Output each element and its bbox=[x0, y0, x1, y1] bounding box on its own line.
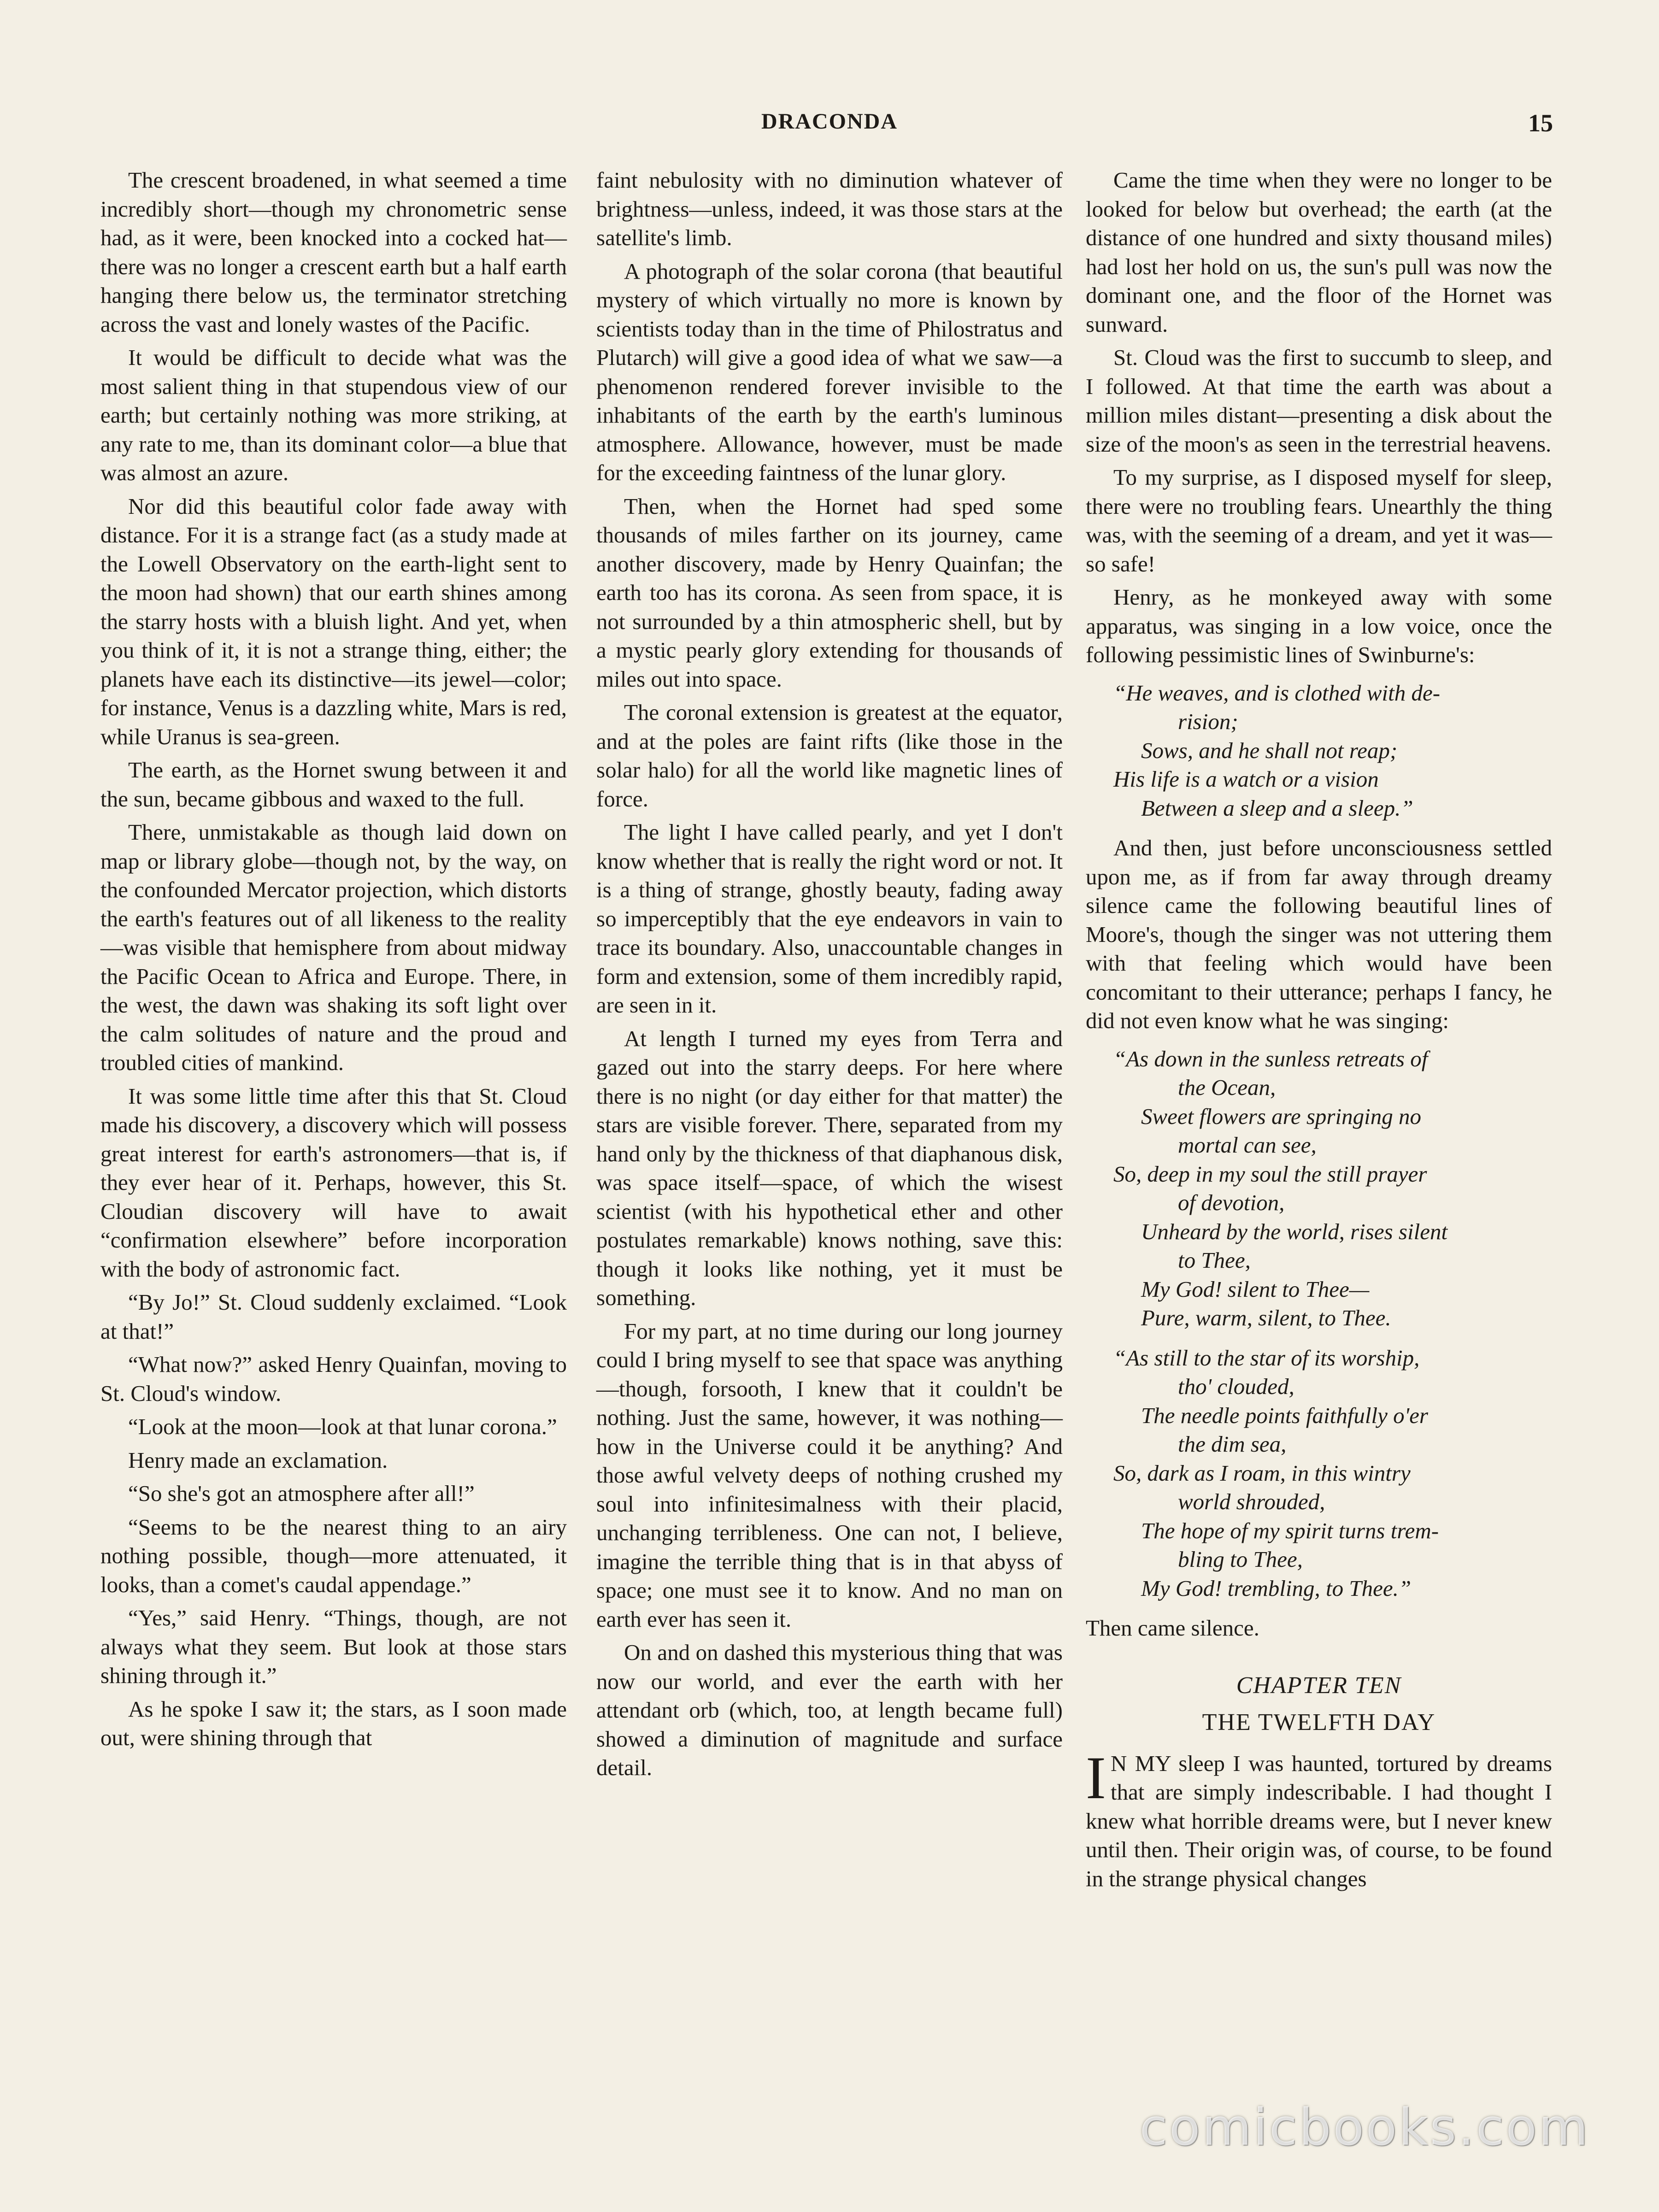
poem-line: “He weaves, and is clothed with de- bbox=[1113, 680, 1441, 706]
text-column-1 bbox=[100, 166, 567, 1757]
poem-line: to Thee, bbox=[1178, 1247, 1251, 1273]
poem-line: the dim sea, bbox=[1178, 1431, 1287, 1457]
chapter-heading: CHAPTER TEN bbox=[1236, 1672, 1402, 1699]
paragraph: Henry, as he monkeyed away with some apparatus, was singing in a low voice, once the following pessimistic lines of Swinburne's: bbox=[1086, 584, 1552, 667]
paragraph: As he spoke I saw it; the stars, as I soon made out, were shining through that bbox=[100, 1696, 567, 1750]
paragraph: faint nebulosity with no diminution whatever of brightness—unless, indeed, it was those stars at the satellite's limb. bbox=[596, 167, 1063, 250]
paragraph: “By Jo!” St. Cloud suddenly exclaimed. “Look at that!” bbox=[100, 1289, 567, 1344]
page-number: 15 bbox=[1528, 109, 1553, 137]
poem-line: Sweet flowers are springing no bbox=[1141, 1103, 1421, 1129]
paragraph: “Yes,” said Henry. “Things, though, are not always what they seem. But look at those stars shining through it.” bbox=[100, 1605, 567, 1688]
poem-quote bbox=[1086, 679, 1552, 823]
poem-line: rision; bbox=[1178, 709, 1238, 734]
paragraph: On and on dashed this mysterious thing that was now our world, and ever the earth with her attendant orb (which, too, at length became full) showed a diminution of magnitude and surface detail. bbox=[596, 1640, 1063, 1780]
poem-line: His life is a watch or a vision bbox=[1113, 766, 1379, 792]
drop-cap: I bbox=[1086, 1743, 1106, 1812]
chapter-title: THE TWELFTH DAY bbox=[1202, 1709, 1436, 1735]
paragraph: And then, just before unconsciousness settled upon me, as if from far away through dreamy silence came the following beautiful lines of Moore's, though the singer was not uttering them with that feeling which would have been concomitant to their utterance; perhaps I fancy, he did not even know what he was singing: bbox=[1086, 835, 1552, 1033]
paragraph: The earth, as the Hornet swung between it and the sun, became gibbous and waxed to the full. bbox=[100, 757, 567, 812]
poem-line: bling to Thee, bbox=[1178, 1547, 1303, 1572]
poem-line: Pure, warm, silent, to Thee. bbox=[1141, 1305, 1391, 1330]
paragraph: Nor did this beautiful color fade away with distance. For it is a strange fact (as a study made at the Lowell Observatory on the earth-light sent to the moon had shown) that our earth shines among the starry hosts with a bluish light. And yet, when you think of it, it is not a strange thing, either; the planets have each its distinctive—its jewel—color; for instance, Venus is a dazzling white, Mars is red, while Uranus is sea-green. bbox=[100, 493, 567, 749]
poem-line: My God! trembling, to Thee.” bbox=[1141, 1575, 1412, 1601]
poem-line: mortal can see, bbox=[1178, 1132, 1317, 1158]
poem-line: So, dark as I roam, in this wintry bbox=[1113, 1460, 1411, 1486]
poem-line: the Ocean, bbox=[1178, 1075, 1276, 1100]
paragraph: The crescent broadened, in what seemed a time incredibly short—though my chronometric sense had, as it were, been knocked into a cocked hat—there was no longer a crescent earth but a half earth hanging there below us, the terminator stretching across the vast and lonely wastes of the Pacific. bbox=[100, 167, 567, 337]
paragraph: Henry made an exclamation. bbox=[128, 1447, 388, 1473]
text-column-3 bbox=[1086, 166, 1552, 1898]
paragraph: Then, when the Hornet had sped some thousands of miles farther on its journey, came another discovery, made by Henry Quainfan; the earth too has its corona. As seen from space, it is not surrounded by a thin atmospheric shell, but by a mystic pearly glory extending for thousands of miles out into space. bbox=[596, 493, 1063, 692]
poem-line: Sows, and he shall not reap; bbox=[1141, 737, 1398, 763]
poem-line: world shrouded, bbox=[1178, 1489, 1325, 1514]
poem-line: The hope of my spirit turns trem- bbox=[1141, 1518, 1439, 1543]
paragraph: “So she's got an atmosphere after all!” bbox=[128, 1481, 475, 1506]
paragraph: At length I turned my eyes from Terra and gazed out into the starry deeps. For here where there is no night (or day either for that matter) the stars are visible forever. There, separated from my hand only by the thickness of that diaphanous disk, was space itself—space, of which the wisest scientist (with his hypothetical ether and other postulates remarkable) knows nothing, save this: though it looks like nothing, yet it must be something. bbox=[596, 1025, 1063, 1310]
page-header bbox=[0, 109, 1659, 150]
paragraph: Then came silence. bbox=[1086, 1615, 1259, 1641]
paragraph: To my surprise, as I disposed myself for sleep, there were no troubling fears. Unearthly the thing was, with the seeming of a dream, and yet it was—so safe! bbox=[1086, 465, 1552, 577]
paragraph: It would be difficult to decide what was the most salient thing in that stupendous view of our earth; but certainly nothing was more striking, at any rate to me, than its dominant color—a blue that was almost an azure. bbox=[100, 345, 567, 485]
paragraph: The light I have called pearly, and yet I don't know whether that is really the right word or not. It is a thing of strange, ghostly beauty, fading away so imperceptibly that the eye endeavors in vain to trace its boundary. Also, unaccountable changes in form and extension, some of them incredibly rapid, are seen in it. bbox=[596, 819, 1063, 1018]
poem-line: “As down in the sunless retreats of bbox=[1113, 1046, 1428, 1071]
paragraph: “Look at the moon—look at that lunar corona.” bbox=[128, 1414, 557, 1439]
paragraph: A photograph of the solar corona (that beautiful mystery of which virtually no more is known by scientists today than in the time of Philostratus and Plutarch) will give a good idea of what we saw—a phenomenon rendered forever invisible to the inhabitants of the earth by the earth's luminous atmosphere. Allowance, however, must be made for the exceeding faintness of the lunar glory. bbox=[596, 258, 1063, 485]
paragraph: Came the time when they were no longer to be looked for below but overhead; the earth (at the distance of one hundred and sixty thousand miles) had lost her hold on us, the sun's pull was now the dominant one, and the floor of the Hornet was sunward. bbox=[1086, 167, 1552, 337]
poem-line: of devotion, bbox=[1178, 1190, 1285, 1215]
paragraph: There, unmistakable as though laid down on map or library globe—though not, by the way, on the confounded Mercator projection, which distorts the earth's features out of all likeness to the reality—was visible that hemisphere from about midway the Pacific Ocean to Africa and Europe. There, in the west, the dawn was shaking its soft light over the calm solitudes of nature and the proud and troubled cities of mankind. bbox=[100, 819, 567, 1075]
poem-line: So, deep in my soul the still prayer bbox=[1113, 1161, 1427, 1187]
poem-quote bbox=[1086, 1045, 1552, 1603]
paragraph: It was some little time after this that St. Cloud made his discovery, a discovery which will possess great interest for earth's astronomers—that is, if they ever hear of it. Perhaps, however, this St. Cloudian discovery will have to await “confirmation elsewhere” before incorporation with the body of astronomic fact. bbox=[100, 1083, 567, 1282]
poem-line: Between a sleep and a sleep.” bbox=[1141, 795, 1413, 821]
poem-line: My God! silent to Thee— bbox=[1141, 1276, 1370, 1302]
paragraph: “Seems to be the nearest thing to an airy nothing possible, though—more attenuated, it looks, than a comet's caudal appendage.” bbox=[100, 1514, 567, 1597]
paragraph: The coronal extension is greatest at the equator, and at the poles are faint rifts (like those in the solar halo) for all the world like magnetic lines of force. bbox=[596, 700, 1063, 812]
poem-line: tho' clouded, bbox=[1178, 1374, 1294, 1399]
text-column-2 bbox=[596, 166, 1063, 1787]
paragraph: “What now?” asked Henry Quainfan, moving to St. Cloud's window. bbox=[100, 1352, 567, 1406]
paragraph-text: N MY sleep I was haunted, tortured by dreams that are simply indescribable. I had thought I knew what horrible dreams were, but I never knew until then. Their origin was, of course, to be found in the strange physical changes bbox=[1086, 1750, 1552, 1891]
opening-paragraph bbox=[1086, 1743, 1552, 1894]
paragraph: For my part, at no time during our long journey could I bring myself to see that space was anything—though, forsooth, I knew that it couldn't be nothing. Just the same, however, it was nothing—how in the Universe could it be anything? And those awful velvety deeps of nothing crushed my soul into infinitesimalness with their placid, unchanging terribleness. One can not, I believe, imagine the terrible thing that is in that abyss of space; one must see it to know. And no man on earth ever has seen it. bbox=[596, 1318, 1063, 1632]
poem-line: “As still to the star of its worship, bbox=[1113, 1345, 1420, 1371]
running-title: DRACONDA bbox=[761, 109, 898, 134]
poem-line: Unheard by the world, rises silent bbox=[1141, 1218, 1448, 1244]
watermark-logo: comicbooks.com bbox=[1139, 2098, 1590, 2157]
stanza-gap bbox=[1086, 1333, 1552, 1344]
poem-line: The needle points faithfully o'er bbox=[1141, 1402, 1428, 1428]
paragraph: St. Cloud was the first to succumb to sleep, and I followed. At that time the earth was about a million miles distant—presenting a disk about the size of the moon's as seen in the terrestrial heavens. bbox=[1086, 345, 1552, 457]
